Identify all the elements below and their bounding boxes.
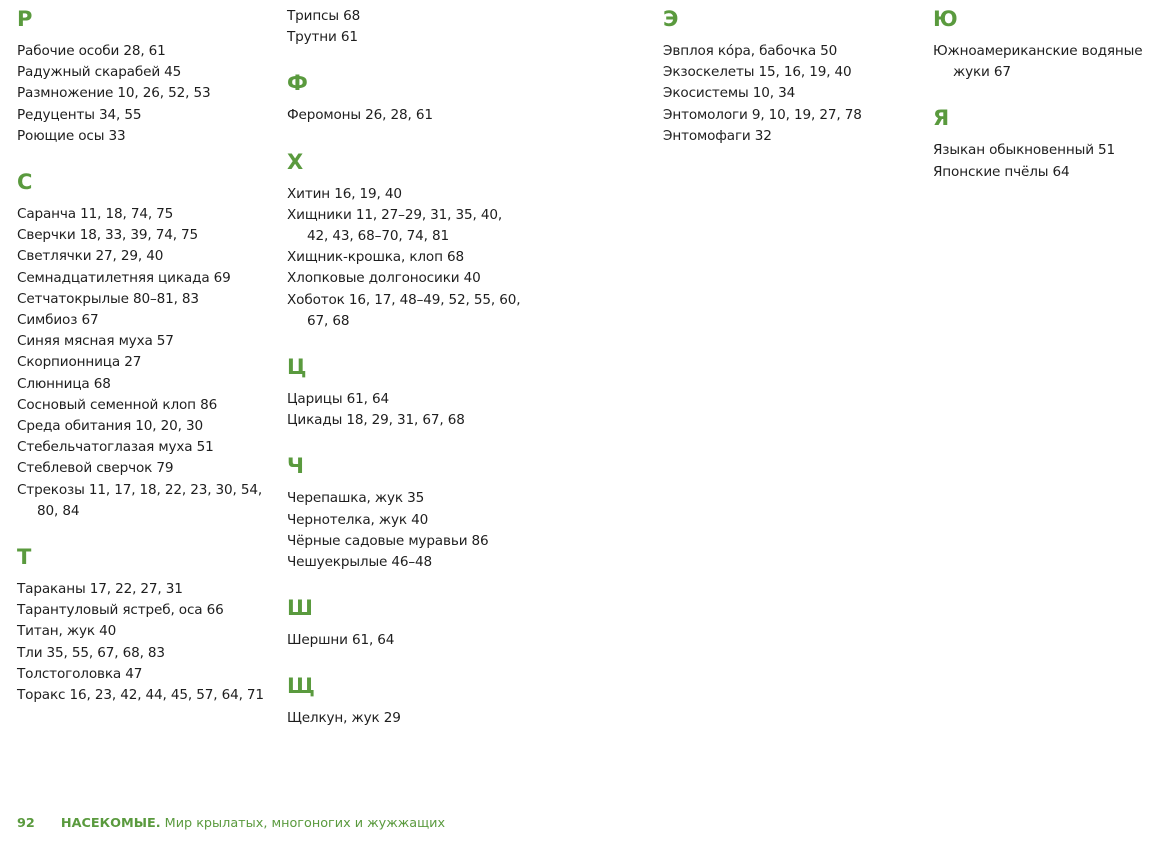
index-entry: Царицы 61, 64 <box>287 391 389 408</box>
index-entry: Трутни 61 <box>287 29 358 46</box>
index-entry: Рабочие особи 28, 61 <box>17 43 166 59</box>
index-section <box>17 169 267 522</box>
index-entry: Эвплоя ко́ра, бабочка 50 <box>663 43 838 59</box>
index-entry: Хоботок 16, 17, 48–49, 52, 55, 60, 67, 68 <box>287 291 521 329</box>
page-footer <box>17 816 445 831</box>
index-entry: Энтомофаги 32 <box>663 127 772 144</box>
section-letter: Ц <box>287 355 307 380</box>
index-entry: Экзоскелеты 15, 16, 19, 40 <box>663 64 852 81</box>
index-entry: Саранча 11, 18, 74, 75 <box>17 206 174 223</box>
index-section <box>287 354 527 431</box>
index-entry: Стебельчатоглазая муха 51 <box>17 439 214 456</box>
index-column-2 <box>287 6 527 752</box>
section-letter: Ш <box>287 596 313 621</box>
index-entry: Тли 35, 55, 67, 68, 83 <box>17 644 165 661</box>
index-entry: Сосновый семенной клоп 86 <box>17 396 218 413</box>
index-column-1 <box>17 6 267 728</box>
index-column-3 <box>663 6 913 169</box>
index-entry: Черепашка, жук 35 <box>287 490 425 507</box>
index-section <box>933 105 1153 182</box>
index-entry: Чёрные садовые муравьи 86 <box>287 532 489 549</box>
index-entry: Хищники 11, 27–29, 31, 35, 40, 42, 43, 68–70, 74, 81 <box>287 206 503 245</box>
index-entry: Стрекозы 11, 17, 18, 22, 23, 30, 54, 80, 84 <box>17 481 263 519</box>
section-letter: Я <box>933 106 950 131</box>
index-entry: Чешуекрылые 46–48 <box>287 554 433 571</box>
index-entry: Языкан обыкновенный 51 <box>933 142 1116 159</box>
index-section <box>17 6 267 147</box>
index-section <box>287 70 527 126</box>
index-section <box>287 6 527 48</box>
page-number: 92 <box>17 816 35 831</box>
index-entry: Слюнница 68 <box>17 375 111 392</box>
book-title-subtitle: Мир крылатых, многоногих и жужжащих <box>164 816 446 831</box>
section-letter: Ф <box>287 71 308 96</box>
section-letter: Ю <box>933 7 958 31</box>
index-entry: Шершни 61, 64 <box>287 632 395 649</box>
index-entry: Симбиоз 67 <box>17 312 99 329</box>
index-entry: Энтомологи 9, 10, 19, 27, 78 <box>663 106 862 123</box>
section-letter: Ч <box>287 454 304 479</box>
index-entry: Хлопковые долгоносики 40 <box>287 270 481 287</box>
section-letter: Х <box>287 149 304 174</box>
index-section <box>287 595 527 651</box>
index-entry: Феромоны 26, 28, 61 <box>287 107 433 124</box>
index-entry: Цикады 18, 29, 31, 67, 68 <box>287 412 465 429</box>
index-section <box>287 453 527 573</box>
index-entry: Тарантуловый ястреб, оса 66 <box>17 602 224 619</box>
section-letter: Щ <box>287 674 315 699</box>
index-entry: Светлячки 27, 29, 40 <box>17 248 164 265</box>
index-entry: Торакс 16, 23, 42, 44, 45, 57, 64, 71 <box>17 687 264 704</box>
index-entry: Щелкун, жук 29 <box>287 710 401 727</box>
section-letter: Р <box>17 7 33 31</box>
index-entry: Толстоголовка 47 <box>17 665 143 682</box>
index-entry: Тараканы 17, 22, 27, 31 <box>17 581 183 598</box>
index-entry: Хитин 16, 19, 40 <box>287 185 402 202</box>
index-section <box>663 6 913 147</box>
book-title-bold: НАСЕКОМЫЕ. <box>60 816 161 831</box>
index-entry: Семнадцатилетняя цикада 69 <box>17 269 231 286</box>
index-section <box>17 544 267 706</box>
index-entry: Синяя мясная муха 57 <box>17 333 174 350</box>
index-entry: Скорпионница 27 <box>17 354 142 371</box>
index-entry: Редуценты 34, 55 <box>17 106 142 123</box>
section-letter: Э <box>663 7 679 31</box>
index-entry: Чернотелка, жук 40 <box>287 511 429 528</box>
index-entry: Трипсы 68 <box>287 8 361 24</box>
index-entry: Среда обитания 10, 20, 30 <box>17 418 203 435</box>
index-entry: Стеблевой сверчок 79 <box>17 460 174 477</box>
index-section <box>287 673 527 729</box>
index-entry: Южноамериканские водяные жуки 67 <box>933 43 1143 81</box>
index-entry: Размножение 10, 26, 52, 53 <box>17 85 211 102</box>
index-entry: Сверчки 18, 33, 39, 74, 75 <box>17 227 199 244</box>
index-entry: Хищник-крошка, клоп 68 <box>287 249 464 266</box>
section-letter: С <box>17 170 33 195</box>
index-entry: Титан, жук 40 <box>17 623 117 640</box>
index-entry: Радужный скарабей 45 <box>17 64 182 81</box>
index-column-4 <box>933 6 1153 205</box>
index-entry: Сетчатокрылые 80–81, 83 <box>17 290 199 307</box>
index-section <box>933 6 1153 83</box>
section-letter: Т <box>17 545 32 570</box>
index-entry: Экосистемы 10, 34 <box>663 85 796 102</box>
index-section <box>287 149 527 332</box>
index-entry: Японские пчёлы 64 <box>933 163 1070 180</box>
index-entry: Роющие осы 33 <box>17 127 126 144</box>
